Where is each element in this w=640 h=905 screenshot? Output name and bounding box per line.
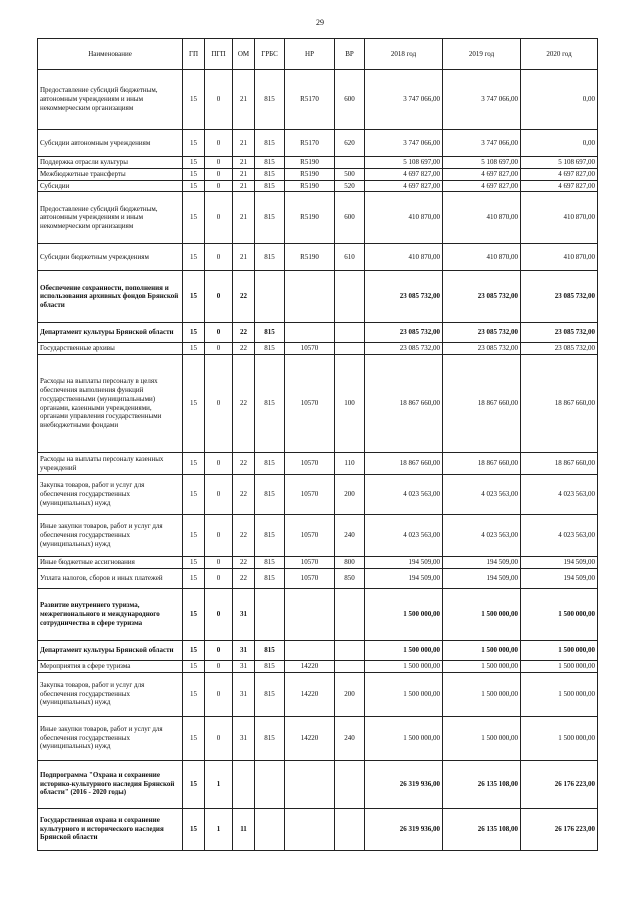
col-header: 2018 год [365,39,443,70]
table-cell: 31 [233,640,255,660]
table-cell: 0 [205,192,233,244]
table-cell: 0 [205,475,233,515]
table-cell: 11 [233,808,255,850]
table-row [38,355,598,453]
table-cell: 4 697 827,00 [521,168,598,180]
table-cell: 14220 [285,672,335,716]
table-cell: 600 [335,70,365,130]
table-cell: 200 [335,672,365,716]
row-name-cell: Государственная охрана и сохранение культурного и исторического наследия Брянской области [38,808,183,850]
table-cell: 0,00 [521,70,598,130]
table-cell: 31 [233,660,255,672]
table-cell: 4 697 827,00 [365,168,443,180]
table-cell: 5 108 697,00 [443,157,521,169]
table-cell: 4 697 827,00 [521,180,598,192]
table-cell: 815 [255,672,285,716]
table-row [38,343,598,355]
table-row [38,192,598,244]
table-cell: 0 [205,660,233,672]
table-cell: 0 [205,557,233,569]
table-cell: 15 [183,760,205,808]
table-cell: 15 [183,271,205,323]
table-row [38,568,598,588]
table-cell [335,660,365,672]
table-cell: 0 [205,588,233,640]
table-cell: 1 500 000,00 [365,672,443,716]
table-cell: 22 [233,271,255,323]
table-cell: 22 [233,343,255,355]
table-cell: 815 [255,130,285,157]
table-cell: 194 509,00 [365,568,443,588]
col-header: ВР [335,39,365,70]
table-cell: 1 [205,760,233,808]
table-cell: 815 [255,475,285,515]
table-cell: 15 [183,640,205,660]
table-cell: 194 509,00 [521,568,598,588]
row-name-cell: Департамент культуры Брянской области [38,323,183,343]
table-cell: 10570 [285,343,335,355]
table-cell: 15 [183,515,205,557]
table-cell: 15 [183,244,205,271]
table-cell: 815 [255,323,285,343]
table-cell: 1 500 000,00 [365,640,443,660]
col-header: НР [285,39,335,70]
table-cell: 0 [205,515,233,557]
table-cell [335,271,365,323]
table-cell: 23 085 732,00 [365,271,443,323]
table-cell: 10570 [285,355,335,453]
table-cell: 0 [205,716,233,760]
row-name-cell: Межбюджетные трансферты [38,168,183,180]
table-cell: 1 500 000,00 [365,660,443,672]
table-cell [255,760,285,808]
table-cell: 0 [205,157,233,169]
table-row [38,244,598,271]
table-cell: 15 [183,355,205,453]
table-cell: 1 500 000,00 [443,588,521,640]
table-cell: 240 [335,716,365,760]
table-cell: 0 [205,168,233,180]
page-number: 29 [316,18,324,27]
table-cell [285,271,335,323]
table-cell: 1 500 000,00 [443,660,521,672]
row-name-cell: Обеспечение сохранности, пополнения и использования архивных фондов Брянской области [38,271,183,323]
col-header: 2019 год [443,39,521,70]
table-cell: 26 319 936,00 [365,760,443,808]
table-cell: 410 870,00 [443,244,521,271]
table-cell: 815 [255,515,285,557]
table-cell: 21 [233,244,255,271]
table-cell: 26 135 108,00 [443,760,521,808]
table-cell: 410 870,00 [443,192,521,244]
table-cell: 4 023 563,00 [365,475,443,515]
table-cell: 815 [255,355,285,453]
row-name-cell: Государственные архивы [38,343,183,355]
table-cell: 1 500 000,00 [521,588,598,640]
table-cell: 10570 [285,557,335,569]
table-cell: 4 023 563,00 [365,515,443,557]
row-name-cell: Предоставление субсидий бюджетным, автономным учреждениям и иным некоммерческим организациям [38,192,183,244]
table-cell: 0 [205,453,233,475]
table-cell: 815 [255,660,285,672]
table-cell: R5190 [285,157,335,169]
table-cell: 1 500 000,00 [521,716,598,760]
table-cell: 3 747 066,00 [443,130,521,157]
table-cell: 1 500 000,00 [443,640,521,660]
col-header: ГРБС [255,39,285,70]
table-cell: 815 [255,640,285,660]
table-cell: 200 [335,475,365,515]
table-cell: 14220 [285,660,335,672]
table-cell [335,343,365,355]
table-cell: R5170 [285,130,335,157]
table-cell: 10570 [285,568,335,588]
table-cell [335,760,365,808]
row-name-cell: Расходы на выплаты персоналу в целях обеспечения выполнения функций государственными (муниципальными) органами, казенными учреждениями, органами управления государственными внебюджетными фондами [38,355,183,453]
table-cell: 15 [183,180,205,192]
table-cell: 815 [255,157,285,169]
table-row [38,588,598,640]
table-cell: 22 [233,557,255,569]
table-row [38,716,598,760]
table-cell: 5 108 697,00 [365,157,443,169]
row-name-cell: Подпрограмма "Охрана и сохранение историко-культурного наследия Брянской области" (2016 - 2020 годы) [38,760,183,808]
table-cell: 500 [335,168,365,180]
table-cell: 0 [205,672,233,716]
table-cell: 15 [183,192,205,244]
table-cell: 21 [233,130,255,157]
table-cell [255,808,285,850]
table-cell: 0 [205,568,233,588]
table-cell: 0 [205,130,233,157]
table-cell [335,588,365,640]
table-cell: 3 747 066,00 [365,130,443,157]
table-cell: 410 870,00 [521,244,598,271]
table-cell: 21 [233,192,255,244]
table-row [38,672,598,716]
table-cell [335,808,365,850]
table-cell: R5190 [285,168,335,180]
table-cell: 4 023 563,00 [521,515,598,557]
table-cell: 18 867 660,00 [365,355,443,453]
table-cell: 815 [255,168,285,180]
table-cell: 815 [255,716,285,760]
table-cell: 620 [335,130,365,157]
table-cell: 22 [233,475,255,515]
col-header: Наименование [38,39,183,70]
table-row [38,475,598,515]
table-cell: 31 [233,672,255,716]
table-cell: 15 [183,157,205,169]
table-cell [335,157,365,169]
table-cell: 4 697 827,00 [365,180,443,192]
budget-table [37,38,598,851]
table-cell: 10570 [285,515,335,557]
table-cell: 23 085 732,00 [443,323,521,343]
table-cell: 10570 [285,453,335,475]
table-cell: 194 509,00 [521,557,598,569]
table-cell: 26 135 108,00 [443,808,521,850]
table-cell: 0 [205,271,233,323]
table-cell: 23 085 732,00 [365,343,443,355]
table-cell: 23 085 732,00 [521,343,598,355]
table-cell: 4 023 563,00 [443,515,521,557]
table-cell: 0 [205,640,233,660]
table-cell: 18 867 660,00 [443,453,521,475]
table-cell: 1 500 000,00 [521,672,598,716]
table-cell: R5190 [285,244,335,271]
table-cell: 22 [233,323,255,343]
table-cell: 1 500 000,00 [443,716,521,760]
table-cell: 15 [183,453,205,475]
table-cell: 18 867 660,00 [521,355,598,453]
row-name-cell: Уплата налогов, сборов и иных платежей [38,568,183,588]
table-cell: 31 [233,588,255,640]
table-cell: 4 697 827,00 [443,180,521,192]
table-cell: 0 [205,244,233,271]
table-cell: 1 500 000,00 [365,588,443,640]
table-row [38,271,598,323]
table-cell: 110 [335,453,365,475]
col-header: 2020 год [521,39,598,70]
table-row [38,453,598,475]
table-cell: 1 [205,808,233,850]
table-cell: 18 867 660,00 [521,453,598,475]
table-cell [233,760,255,808]
table-cell: 0,00 [521,130,598,157]
table-cell: 22 [233,355,255,453]
table-cell: 15 [183,568,205,588]
table-cell [255,271,285,323]
table-cell [285,760,335,808]
table-cell: 815 [255,557,285,569]
table-cell: 15 [183,343,205,355]
table-cell: 520 [335,180,365,192]
table-cell: 18 867 660,00 [443,355,521,453]
table-row [38,70,598,130]
table-cell: 815 [255,192,285,244]
table-cell: 26 176 223,00 [521,808,598,850]
row-name-cell: Предоставление субсидий бюджетным, автономным учреждениям и иным некоммерческим организациям [38,70,183,130]
table-cell: 21 [233,180,255,192]
table-cell: 23 085 732,00 [443,343,521,355]
table-cell [335,323,365,343]
table-cell: R5190 [285,192,335,244]
table-cell [285,808,335,850]
table-cell: 5 108 697,00 [521,157,598,169]
table-cell: 26 319 936,00 [365,808,443,850]
table-cell: 23 085 732,00 [365,323,443,343]
table-cell: 4 023 563,00 [521,475,598,515]
table-row [38,557,598,569]
table-cell: 22 [233,453,255,475]
row-name-cell: Мероприятия в сфере туризма [38,660,183,672]
table-cell: 15 [183,716,205,760]
table-cell: R5190 [285,180,335,192]
table-cell: 0 [205,70,233,130]
table-cell: 22 [233,515,255,557]
table-cell: 21 [233,70,255,130]
table-row [38,180,598,192]
table-cell: 0 [205,343,233,355]
table-cell: 815 [255,180,285,192]
table-cell: 14220 [285,716,335,760]
table-cell: 194 509,00 [443,557,521,569]
table-cell: 815 [255,568,285,588]
table-cell: 21 [233,168,255,180]
row-name-cell: Расходы на выплаты персоналу казенных учреждений [38,453,183,475]
table-cell: 22 [233,568,255,588]
table-cell: 3 747 066,00 [365,70,443,130]
table-cell: 4 023 563,00 [443,475,521,515]
table-cell: 15 [183,808,205,850]
table-cell: 15 [183,130,205,157]
row-name-cell: Иные закупки товаров, работ и услуг для обеспечения государственных (муниципальных) нужд [38,716,183,760]
row-name-cell: Иные бюджетные ассигнования [38,557,183,569]
row-name-cell: Субсидии бюджетным учреждениям [38,244,183,271]
table-cell: 26 176 223,00 [521,760,598,808]
col-header: ПГП [205,39,233,70]
table-cell: 10570 [285,475,335,515]
table-cell: 31 [233,716,255,760]
table-row [38,130,598,157]
table-row [38,323,598,343]
table-cell: 100 [335,355,365,453]
row-name-cell: Закупка товаров, работ и услуг для обеспечения государственных (муниципальных) нужд [38,475,183,515]
table-cell: 1 500 000,00 [365,716,443,760]
table-cell: 1 500 000,00 [443,672,521,716]
table-cell: 600 [335,192,365,244]
table-cell: 0 [205,355,233,453]
table-cell: 23 085 732,00 [521,271,598,323]
table-cell [335,640,365,660]
row-name-cell: Субсидии автономным учреждениям [38,130,183,157]
table-cell: 1 500 000,00 [521,660,598,672]
table-cell: 0 [205,323,233,343]
row-name-cell: Департамент культуры Брянской области [38,640,183,660]
table-cell: 15 [183,588,205,640]
table-row [38,515,598,557]
table-cell: 800 [335,557,365,569]
table-body [38,70,598,851]
row-name-cell: Иные закупки товаров, работ и услуг для обеспечения государственных (муниципальных) нужд [38,515,183,557]
table-cell: 850 [335,568,365,588]
table-cell: 815 [255,453,285,475]
table-row [38,168,598,180]
header-row [38,39,598,70]
table-cell: 240 [335,515,365,557]
table-cell: 610 [335,244,365,271]
table-cell: 21 [233,157,255,169]
table-cell: 1 500 000,00 [521,640,598,660]
row-name-cell: Субсидии [38,180,183,192]
table-cell: 15 [183,660,205,672]
table-cell: 194 509,00 [443,568,521,588]
table-cell: 410 870,00 [365,192,443,244]
table-cell: 815 [255,244,285,271]
table-cell: 410 870,00 [365,244,443,271]
table-cell: 194 509,00 [365,557,443,569]
table-cell [285,323,335,343]
table-cell [285,640,335,660]
table-cell: 23 085 732,00 [521,323,598,343]
table-cell: 410 870,00 [521,192,598,244]
table-cell: 15 [183,70,205,130]
table-cell: 3 747 066,00 [443,70,521,130]
table-row [38,660,598,672]
table-row [38,808,598,850]
table-cell: 815 [255,343,285,355]
col-header: ГП [183,39,205,70]
table-cell: 15 [183,557,205,569]
table-cell: 15 [183,168,205,180]
table-cell: 15 [183,475,205,515]
table-row [38,640,598,660]
table-row [38,157,598,169]
table-cell: 18 867 660,00 [365,453,443,475]
table-cell: 4 697 827,00 [443,168,521,180]
table-cell: 23 085 732,00 [443,271,521,323]
table-cell [255,588,285,640]
table-cell: 15 [183,323,205,343]
row-name-cell: Развитие внутреннего туризма, межрегионального и международного сотрудничества в сфере туризма [38,588,183,640]
table-cell [285,588,335,640]
row-name-cell: Закупка товаров, работ и услуг для обеспечения государственных (муниципальных) нужд [38,672,183,716]
table-cell: 15 [183,672,205,716]
col-header: ОМ [233,39,255,70]
table-cell: 815 [255,70,285,130]
row-name-cell: Поддержка отрасли культуры [38,157,183,169]
table-cell: 0 [205,180,233,192]
table-row [38,760,598,808]
table-cell: R5170 [285,70,335,130]
